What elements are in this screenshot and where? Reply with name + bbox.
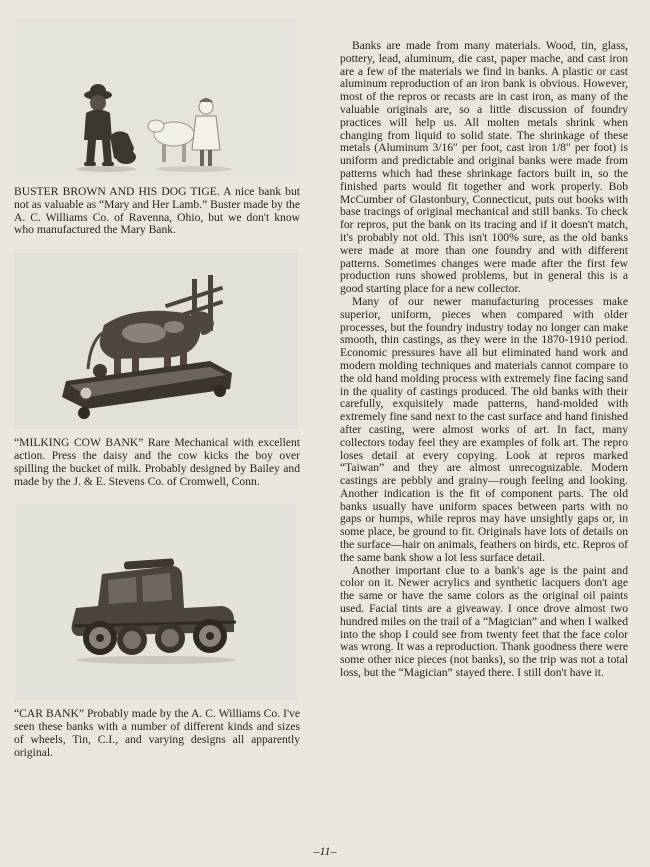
figures-column <box>14 18 300 760</box>
article-paragraph: Another important clue to a bank's age is the paint and color on it. Newer acrylics and synthetic lacquers don't age the same or have the same colors as the original oil paints used. Facial tints are a giveaway. I once drove almost two hundred miles on the trail of a “Magician” and when I walked into the shop I could see from twenty feet that the face color was wrong. It was a reproduction. Thank goodness there were some other nice pieces (not banks), so the trip was not a total loss, but the “Magician” stayed there. I still don't have it. <box>340 563 628 680</box>
milking-cow-caption: “MILKING COW BANK” Rare Mechanical with excellent action. Press the daisy and the cow kicks the boy over spilling the bucket of milk. Probably designed by Bailey and made by the J. & E. Stevens Co. of Cromwell, Conn. <box>14 436 300 488</box>
buster-brown-bank-photo <box>14 18 298 178</box>
article-paragraph: Banks are made from many materials. Wood, tin, glass, pottery, lead, aluminum, die cast, paper mache, and cast iron are a few of the materials we find in banks. A plastic or cast aluminum reproduction of an iron bank is obvious. However, most of the repros or recasts are in cast iron, as many of the valuable originals are, so a little discussion of foundry practices will help us. All molten metals shrink when changing from liquid to solid state. The shrinkage of these metals (Aluminum 3/16″ per foot, cast iron 1/8″ per foot) is uniform and predictable and original banks were made from patterns which had these shrinkage factors built in, so the finished parts would fit together and work properly. Bob McCumber of Glastonbury, Connecticut, puts out books with base tracings of original mechanical and still banks. To check for repros, put the bank on its tracing and if it doesn't match, it's probably not old. This isn't 100% sure, as the old banks were made at more than one foundry and with different patterns. Sometimes changes were made after the first few production runs showed problems, but in general this is a good starting place for a new collector. <box>340 39 628 296</box>
page-number: –11– <box>313 844 337 858</box>
car-bank-photo <box>14 504 298 700</box>
buster-brown-caption: BUSTER BROWN AND HIS DOG TIGE. A nice bank but not as valuable as “Mary and Her Lamb.” Buster made by the A. C. Williams Co. of Ravenna, Ohio, but we don't know who manufactured the Mary Bank. <box>14 185 300 237</box>
milking-cow-bank-photo <box>14 253 298 429</box>
article-paragraph: Many of our newer manufacturing processes make superior, uniform, pieces when compared with older processes, but the foundry industry today no longer can make smooth, thin castings, as they were in the 1870-1910 period. Economic pressures have all but eliminated hand work and modern molding techniques and materials cannot compare to the old hand molding process with extremely fine facing sand in the quality of castings produced. The old banks with their carefully, exquisitely made patterns, hand-molded with extremely fine sand next to the cast surface and hand finished after casting, were almost works of art. In fact, many collectors today feel they are examples of folk art. The repro loses detail at every copying. Look at repros marked “Taiwan” and they are almost unrecognizable. Modern castings are pebbly and grainy—rough feeling and looking. Another indication is the fit of component parts. The old banks usually have uniform spaces between parts with no gaps or humps, while repros may have unsightly gaps or, in some place, be ground to fit. Originals have lots of details on the surface—hair on animals, feathers on birds, etc. Repros of the same bank show a lot less surface detail. <box>340 294 628 564</box>
car-bank-caption: “CAR BANK” Probably made by the A. C. Williams Co. I've seen these banks with a number of different kinds and sizes of wheels, Tin, C.I., and varying designs all apparently original. <box>14 707 300 759</box>
article-column <box>340 40 628 680</box>
